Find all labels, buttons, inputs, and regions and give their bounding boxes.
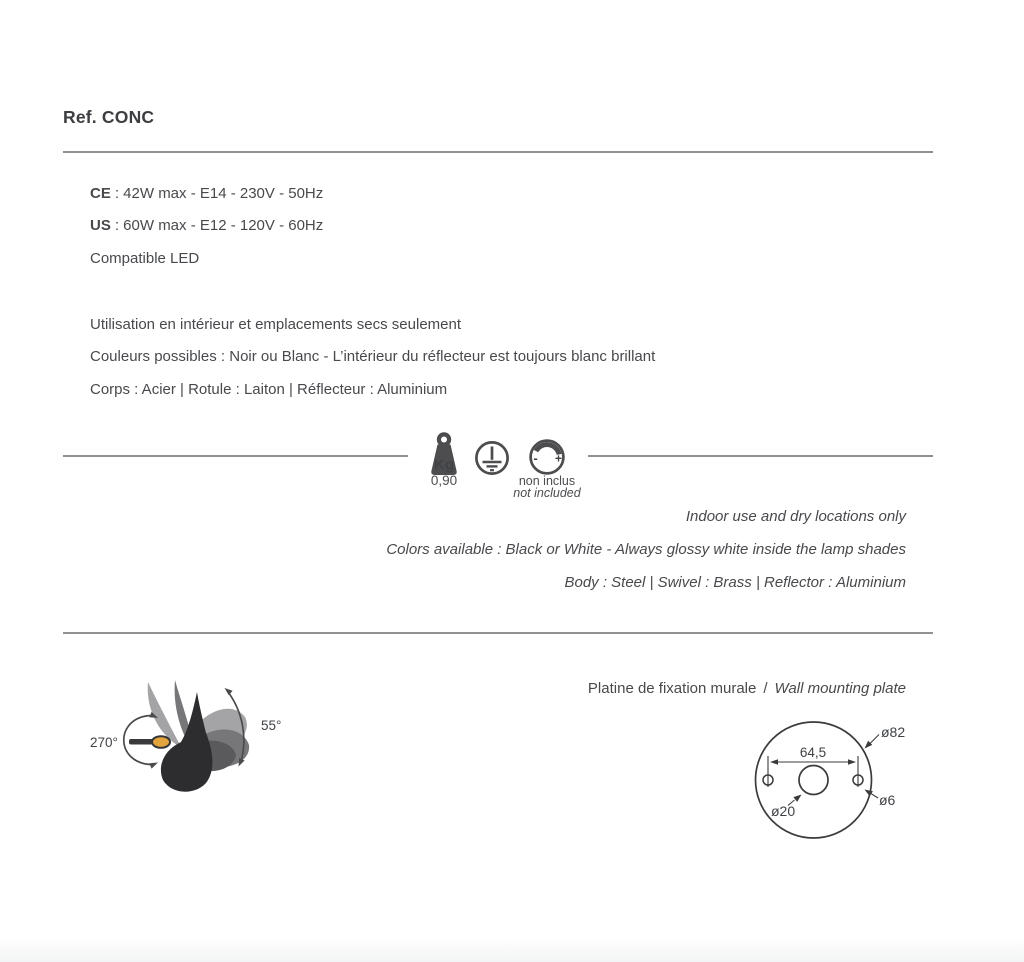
caption-separator: / bbox=[763, 680, 768, 697]
divider-top bbox=[63, 151, 933, 153]
divider-bottom bbox=[63, 632, 933, 634]
leader-center-arrowhead bbox=[793, 795, 801, 802]
weight-icon bbox=[427, 432, 461, 478]
spec-line-us bbox=[90, 217, 323, 234]
divider-middle-right bbox=[588, 455, 933, 457]
screw-hole-label: ø6 bbox=[879, 792, 896, 808]
leader-outer-diameter bbox=[869, 735, 879, 745]
spec-ce-value: : 42W max - E14 - 230V - 50Hz bbox=[114, 185, 324, 202]
lamp-brass-swivel bbox=[152, 736, 170, 748]
en-note-materials: Body : Steel | Swivel : Brass | Reflector : Aluminium bbox=[564, 574, 906, 591]
spec-us-label: US bbox=[90, 217, 111, 234]
rotation-270-arrowhead-bottom bbox=[149, 763, 158, 769]
dimmer-plus-label: + bbox=[554, 451, 563, 466]
page-bottom-shadow bbox=[0, 938, 1024, 962]
spec-line-ce bbox=[90, 185, 323, 202]
rotation-55-arrowhead-bottom bbox=[239, 758, 245, 767]
dimmer-note-en: not included bbox=[513, 486, 581, 500]
earth-ground-icon bbox=[473, 439, 511, 477]
leader-screw-hole bbox=[871, 793, 879, 798]
fr-note-usage: Utilisation en intérieur et emplacements secs seulement bbox=[90, 316, 462, 333]
dimmer-minus-label: - bbox=[533, 450, 538, 466]
spec-us-value: : 60W max - E12 - 120V - 60Hz bbox=[114, 217, 324, 234]
outer-diameter-label: ø82 bbox=[881, 724, 906, 740]
spec-line-led: Compatible LED bbox=[90, 250, 200, 267]
page-title: Ref. CONC bbox=[63, 107, 155, 127]
en-note-colors: Colors available : Black or White - Always glossy white inside the lamp shades bbox=[386, 541, 906, 558]
dimmer-icon bbox=[527, 437, 567, 477]
plate-center-hole bbox=[799, 766, 828, 795]
rotation-55-label: 55° bbox=[261, 718, 282, 733]
hole-spacing-label: 64,5 bbox=[799, 745, 827, 760]
rotation-270-label: 270° bbox=[90, 735, 118, 750]
center-hole-label: ø20 bbox=[771, 803, 796, 819]
wall-plate-diagram bbox=[735, 695, 935, 845]
en-note-usage: Indoor use and dry locations only bbox=[685, 508, 906, 525]
rotation-55-arrowhead-top bbox=[225, 688, 233, 695]
weight-unit-label: Kg bbox=[434, 456, 454, 474]
caption-french: Platine de fixation murale bbox=[587, 680, 757, 697]
spec-ce-label: CE bbox=[90, 185, 111, 202]
dimension-arrow-left bbox=[770, 759, 778, 764]
lamp-wall-arm bbox=[129, 739, 154, 745]
dimension-arrow-right bbox=[848, 759, 856, 764]
dimmer-note-fr: non inclus bbox=[518, 474, 576, 488]
fr-note-colors: Couleurs possibles : Noir ou Blanc - L’intérieur du réflecteur est toujours blanc brillant bbox=[90, 348, 656, 365]
lamp-rotation-diagram bbox=[85, 655, 297, 810]
divider-middle-left bbox=[63, 455, 408, 457]
fr-note-materials: Corps : Acier | Rotule : Laiton | Réflecteur : Aluminium bbox=[90, 381, 448, 398]
caption-english: Wall mounting plate bbox=[774, 680, 906, 697]
weight-value: 0,90 bbox=[430, 473, 458, 488]
